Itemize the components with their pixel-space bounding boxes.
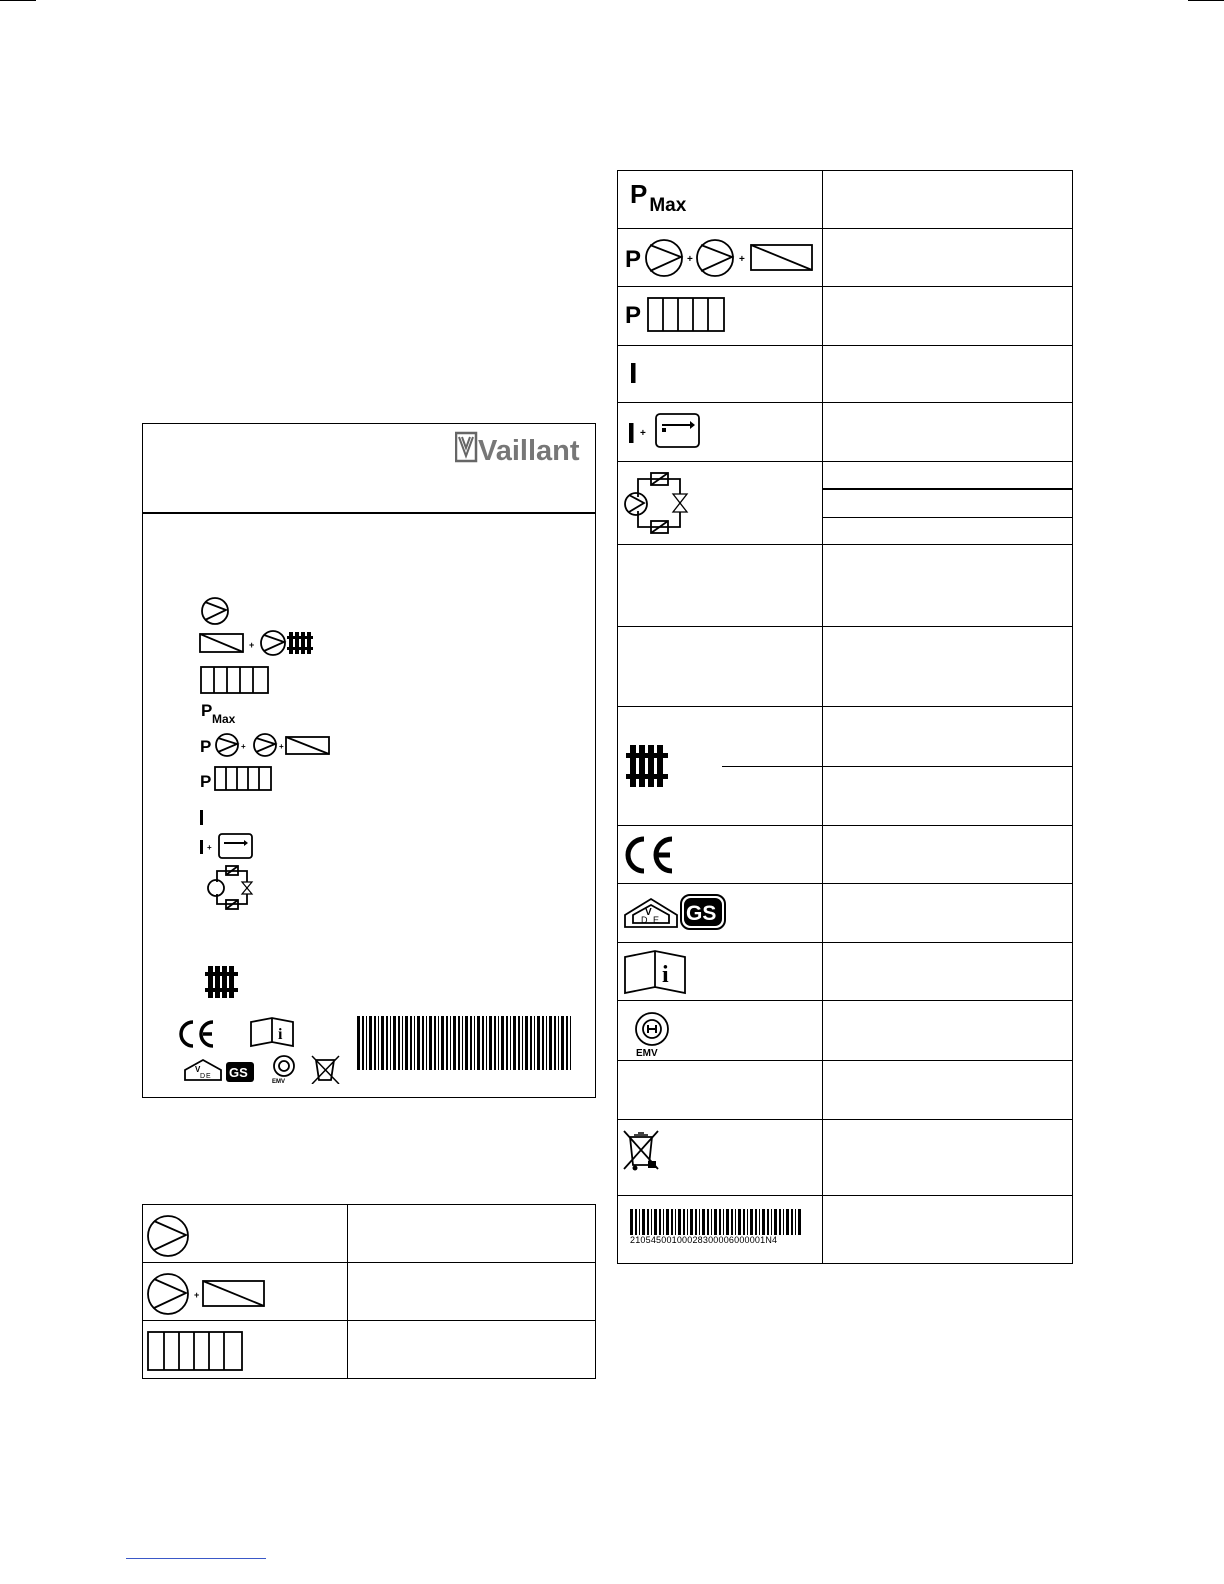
barcode-bar xyxy=(666,1209,669,1235)
vaillant-logo xyxy=(455,430,580,466)
svg-text:i: i xyxy=(662,962,669,988)
barcode-bar xyxy=(498,1016,499,1070)
p-letter: P xyxy=(625,246,642,273)
current-icon xyxy=(630,362,640,386)
svg-text:+: + xyxy=(249,640,255,650)
barcode-digits: 21054500100028300006000001N4 xyxy=(630,1235,778,1245)
pressure-circuit-icon xyxy=(200,734,329,756)
footer-rule xyxy=(126,1558,266,1559)
barcode-bar xyxy=(549,1016,552,1070)
row-description xyxy=(348,1321,596,1379)
svg-text:P: P xyxy=(200,737,212,756)
manual-info-icon xyxy=(251,1018,293,1046)
barcode-bar xyxy=(630,1209,633,1235)
condenser-pump-radiator-icon xyxy=(200,631,313,655)
barcode-bar xyxy=(735,1209,736,1235)
barcode-bar xyxy=(489,1016,492,1070)
barcode-bar xyxy=(654,1209,657,1235)
barcode-bar xyxy=(783,1209,784,1235)
vde-gs-icon xyxy=(185,1060,254,1082)
barcode-bar xyxy=(402,1016,403,1070)
pmax-label xyxy=(201,701,236,726)
emv-icon xyxy=(634,1009,674,1057)
emv-icon xyxy=(272,1056,294,1084)
svg-text:P: P xyxy=(200,772,212,791)
table-row xyxy=(143,1205,596,1263)
barcode-bar xyxy=(446,1016,448,1070)
barcode-bar xyxy=(458,1016,460,1070)
barcode-bar xyxy=(506,1016,508,1070)
barcode-bar xyxy=(711,1209,712,1235)
svg-text:i: i xyxy=(278,1026,283,1043)
barcode-bar xyxy=(779,1209,781,1235)
barcode-bar xyxy=(731,1209,733,1235)
barcode-bar xyxy=(366,1016,367,1070)
svg-text:E: E xyxy=(653,915,660,925)
barcode-bar xyxy=(791,1209,793,1235)
barcode-bar xyxy=(755,1209,757,1235)
barcode-bar xyxy=(513,1016,516,1070)
barcode-bar xyxy=(642,1209,645,1235)
barcode-bar xyxy=(357,1016,360,1070)
svg-text:D: D xyxy=(200,1073,206,1080)
barcode-bar xyxy=(750,1209,753,1235)
barcode-bar xyxy=(465,1016,468,1070)
barcode-bar xyxy=(429,1016,432,1070)
barcode-bar xyxy=(494,1016,496,1070)
barcode-bar xyxy=(635,1209,637,1235)
barcode-bar xyxy=(683,1209,685,1235)
barcode-bar xyxy=(675,1209,676,1235)
barcode-bar xyxy=(362,1016,364,1070)
crop-mark-right xyxy=(1188,0,1224,1)
lower-symbol-table xyxy=(142,1204,596,1379)
barcode-bar xyxy=(759,1209,760,1235)
svg-text:E: E xyxy=(206,1073,211,1080)
barcode-bar xyxy=(381,1016,384,1070)
barcode-bar xyxy=(518,1016,520,1070)
barcode-bar xyxy=(414,1016,415,1070)
barcode-bar xyxy=(798,1209,801,1235)
barcode-bar xyxy=(422,1016,424,1070)
weee-icon xyxy=(622,1129,662,1173)
refrigerant-circuit-icon xyxy=(208,866,252,909)
right-symbol-table xyxy=(617,170,1073,1264)
svg-text:D: D xyxy=(641,915,648,925)
barcode-bar xyxy=(405,1016,408,1070)
ce-mark-icon xyxy=(624,835,680,875)
barcode-bar xyxy=(659,1209,661,1235)
compressor-icon xyxy=(202,598,228,624)
barcode-bar xyxy=(522,1016,523,1070)
barcode-bar xyxy=(450,1016,451,1070)
barcode-bar xyxy=(369,1016,372,1070)
barcode-bar xyxy=(714,1209,717,1235)
barcode-bar xyxy=(477,1016,480,1070)
svg-text:+: + xyxy=(687,254,693,265)
barcode-bar xyxy=(707,1209,709,1235)
barcode-bar xyxy=(723,1209,724,1235)
barcode-bar xyxy=(786,1209,789,1235)
barcode-bar xyxy=(537,1016,540,1070)
svg-text:Max: Max xyxy=(212,712,236,726)
pmax-sub: Max xyxy=(649,195,687,216)
barcode-bar xyxy=(486,1016,487,1070)
vde-gs-icon xyxy=(623,893,729,933)
weee-icon xyxy=(312,1056,339,1084)
radiator-icon xyxy=(626,743,670,789)
barcode-bar xyxy=(771,1209,772,1235)
data-plate-barcode xyxy=(357,1016,575,1070)
barcode-bar xyxy=(699,1209,700,1235)
pmax-p: P xyxy=(630,179,648,209)
svg-text:+: + xyxy=(207,843,212,852)
barcode-bar xyxy=(663,1209,664,1235)
barcode-bar xyxy=(570,1016,571,1070)
barcode-bar xyxy=(719,1209,721,1235)
barcode-icon xyxy=(630,1209,810,1245)
logo-text: Vaillant xyxy=(478,435,580,466)
barcode-bar xyxy=(795,1209,796,1235)
crop-mark-left xyxy=(0,0,36,1)
svg-text:P: P xyxy=(201,701,213,720)
row-description xyxy=(348,1205,596,1263)
svg-text:+: + xyxy=(241,742,246,751)
ce-mark-icon xyxy=(181,1022,213,1046)
svg-text:V: V xyxy=(645,907,652,918)
barcode-bar xyxy=(690,1209,693,1235)
barcode-bar xyxy=(390,1016,391,1070)
barcode-bar xyxy=(530,1016,532,1070)
barcode-bar xyxy=(426,1016,427,1070)
current-icon xyxy=(200,810,203,825)
table-row xyxy=(143,1321,596,1379)
radiator-icon xyxy=(205,964,239,1000)
pmax-label xyxy=(630,179,687,216)
p-letter: P xyxy=(625,302,642,329)
pressure-circuit-icon xyxy=(624,235,820,281)
barcode-bar xyxy=(482,1016,484,1070)
barcode-bar xyxy=(738,1209,741,1235)
refrigerant-circuit-icon xyxy=(622,467,692,541)
barcode-bar xyxy=(417,1016,420,1070)
barcode-bar xyxy=(374,1016,376,1070)
manual-info-icon xyxy=(623,949,689,995)
row-description xyxy=(348,1263,596,1321)
barcode-bar xyxy=(542,1016,544,1070)
barcode-bar xyxy=(510,1016,511,1070)
heating-panel-icon xyxy=(143,1325,253,1375)
barcode-bar xyxy=(762,1209,765,1235)
svg-text:V: V xyxy=(195,1065,201,1074)
barcode-bar xyxy=(398,1016,400,1070)
barcode-bar xyxy=(462,1016,463,1070)
barcode-bar xyxy=(767,1209,769,1235)
barcode-bar xyxy=(671,1209,673,1235)
compressor-icon xyxy=(143,1209,203,1259)
barcode-bar xyxy=(639,1209,640,1235)
heating-panel-icon xyxy=(201,667,268,693)
barcode-bar xyxy=(702,1209,705,1235)
compressor-heater-icon xyxy=(143,1267,273,1317)
barcode-bar xyxy=(647,1209,649,1235)
barcode-bar xyxy=(534,1016,535,1070)
data-plate-marks xyxy=(177,1014,347,1084)
svg-text:EMV: EMV xyxy=(272,1079,286,1084)
barcode-bar xyxy=(747,1209,748,1235)
barcode-bar xyxy=(566,1016,568,1070)
barcode-bar xyxy=(393,1016,396,1070)
barcode-bar xyxy=(678,1209,681,1235)
data-plate xyxy=(142,423,596,1098)
data-plate-symbols xyxy=(195,594,345,924)
barcode-bar xyxy=(386,1016,388,1070)
barcode-bar xyxy=(434,1016,436,1070)
svg-text:+: + xyxy=(194,1289,200,1300)
barcode-bar xyxy=(558,1016,559,1070)
table-row xyxy=(143,1263,596,1321)
barcode-bar xyxy=(410,1016,412,1070)
current-heater-icon xyxy=(200,834,252,858)
barcode-bar xyxy=(687,1209,688,1235)
pressure-panel-icon xyxy=(624,295,734,335)
barcode-bar xyxy=(525,1016,528,1070)
barcode-bar xyxy=(438,1016,439,1070)
current-heater-icon xyxy=(626,411,716,451)
svg-text:+: + xyxy=(279,742,284,751)
svg-text:EMV: EMV xyxy=(636,1048,658,1057)
svg-text:+: + xyxy=(640,428,646,439)
barcode-bar xyxy=(695,1209,697,1235)
barcode-bar xyxy=(453,1016,456,1070)
svg-text:GS: GS xyxy=(686,902,717,925)
pressure-panel-icon xyxy=(200,767,271,791)
barcode-bar xyxy=(378,1016,379,1070)
barcode-bar xyxy=(554,1016,556,1070)
barcode-bar xyxy=(546,1016,547,1070)
svg-text:GS: GS xyxy=(229,1065,248,1080)
barcode-bar xyxy=(651,1209,652,1235)
barcode-bar xyxy=(743,1209,745,1235)
barcode-bar xyxy=(501,1016,504,1070)
barcode-bar xyxy=(470,1016,472,1070)
barcode-bar xyxy=(561,1016,564,1070)
barcode-bar xyxy=(441,1016,444,1070)
barcode-bar xyxy=(726,1209,729,1235)
data-plate-header xyxy=(143,424,595,514)
barcode-bar xyxy=(774,1209,777,1235)
svg-text:+: + xyxy=(739,254,745,265)
barcode-bar xyxy=(474,1016,475,1070)
